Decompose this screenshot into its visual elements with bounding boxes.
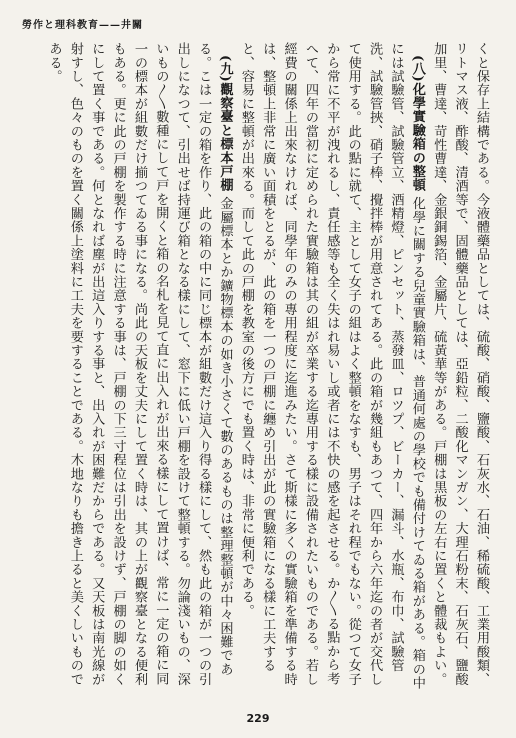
paragraph-text: 化學に關する兒童實驗箱は、普通何處の學校でも備付けてゐる箱がある。箱の中には試驗管、試驗管立、酒精燈、ピンセット、蒸發皿、ロツプ、ビーカー、漏斗、水瓶、布巾、試驗管洗、試驗管挾、硝子棒、攪拌棒が用意されてある。此の箱が幾組もあつて、四年から六年迄の者が交代して使用する。此の點に就て、主として女子の組はよく整頓をなすも、男子はそれ程でもない。從つて女子から常に不平が洩れるし、責任感等も全く失はれ易いし或者には不快の感を起させる。か〱る點から考へて、四年の當初に定められた實驗箱は其の組が卒業する迄專用する樣に設備されたいものである。若し經費の關係上出來なければ、同學年のみの專用程度に迄進みたい。さて斯樣に多くの實驗箱を準備する時は、整頓上非常に廣い面積をとるが、此の箱を一つの戸棚に纏め引出が此の實驗箱になる樣に工夫すると、容易に整頓が出來る。而して此の戸棚を教室の後方にでも置く時は、非常に便利である。 [238,42,425,690]
running-header: 勞作と理科教育——井關 [22,20,143,31]
section-heading-observation-table: (九)觀察臺と標本戸棚 [217,55,233,192]
paragraph-text: 金屬標本とか鑛物標本の如き小さくて數のあるものは整理整頓が中々困難である。こは一定の箱を作り、此の箱の中に同じ標本が組數だけ這入り得る樣にして、然も此の箱が一つの引出しになつて、引出せば持運び箱となる樣にして、窓下に低い戸棚を設けて整頓する。勿論淺いもの、深いもの〱數種にして戸を開くと箱の名札を見て直に出入れが出來る樣にして置けば、常に一定の箱に同一の標本が組數だけ揃つてゐる事になる。尚此の天板を丈夫にして置く時は、其の上が觀察臺となる便利もある。更に此の戸棚を製作する時に注意する事は、戸棚の下三寸程位は引出を設けず、戸棚の脚の如くにして置く事である。何となれば塵が出這入りする事と、出入れが困難だからである。又天板は南光線が射すし、色々のものを置く關係上塗料に工夫を要することである。木地なりも擔き上ると美くしいものである。 [46,42,233,686]
paragraph-observation-table [43,42,235,692]
body-text [22,42,492,692]
section-heading-chemistry-box: (八)化學實驗箱の整頓 [409,55,425,192]
paragraph-storage [428,42,492,692]
paragraph-chemistry-box [236,42,428,692]
page-number: 229 [246,712,270,725]
paragraph-text: くと保存上結構である。今液體藥品としては、硫酸、硝酸、鹽酸、石灰水、石油、稀硫酸、工業用酸類、リトマス液、酢酸、清酒等で、固體藥品としては、亞鉛粒、二酸化マンガン、大理石粉末、石灰石、鹽酸加里、曹達、苛性曹達、金銀銅錫箔、金屬片、硫黃華等がある。戸棚は黒板の左右に置くと體裁もよい。 [431,42,489,686]
